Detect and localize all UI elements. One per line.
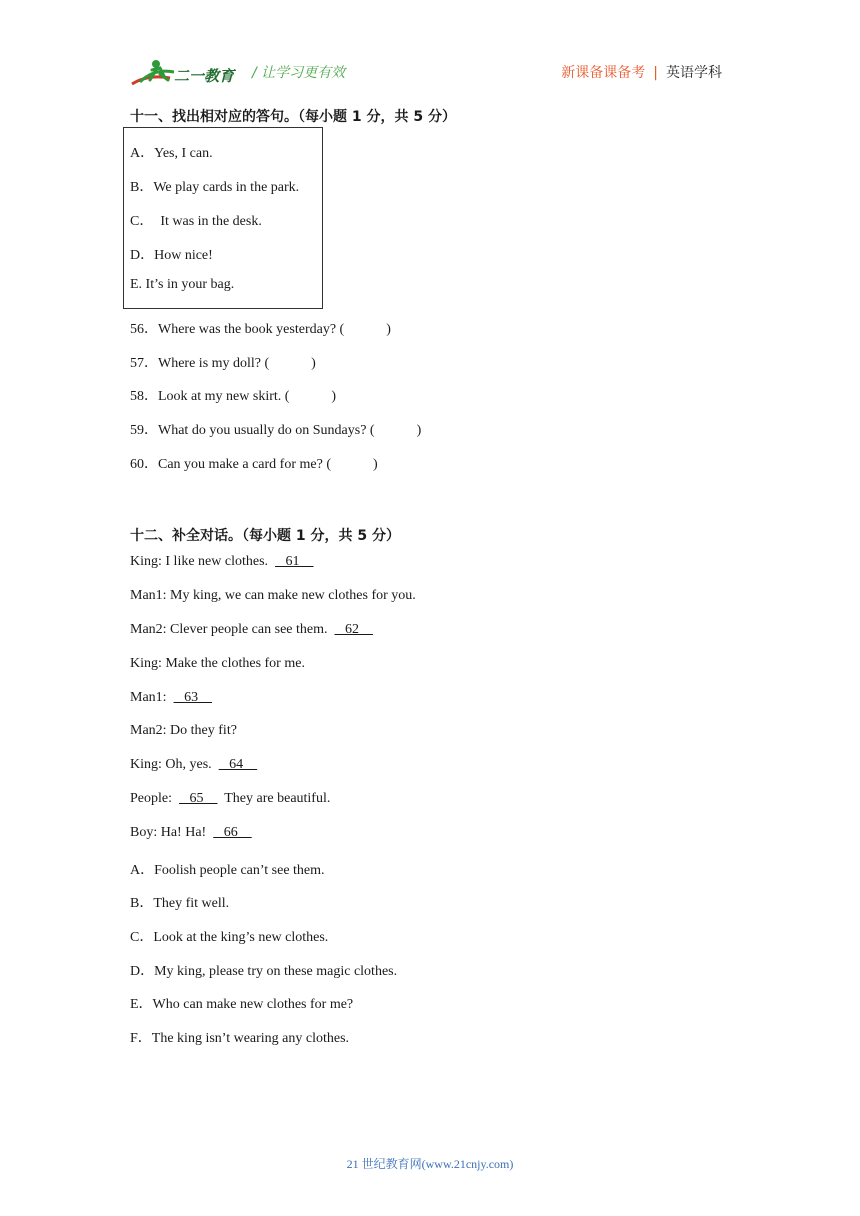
option-d: D．How nice! [130,248,213,263]
dialogue-text: King: I like new clothes. [130,554,276,569]
header-subject-label: 英语学科 [666,65,722,81]
option-b: B．We play cards in the park. [130,180,300,195]
question-60: 60．Can you make a card for me? ( ) [130,457,378,472]
answer-blank-62[interactable]: 62 [334,622,373,637]
option-f: F．The king isn’t wearing any clothes. [130,1031,350,1046]
slogan: / 让学习更有效 [252,65,346,81]
dialogue-line [130,554,314,570]
dialogue-text: Boy: Ha! Ha! [130,825,214,840]
header-subject [561,62,722,82]
header-course-label: 新课备课备考 [561,65,646,81]
answer-blank-64[interactable]: 64 [218,757,258,772]
dialogue-text-after: They are beautiful. [217,791,331,806]
dialogue-line [130,690,212,706]
dialogue-line [130,622,373,638]
dialogue-line: Man2: Do they fit? [130,723,237,738]
section-12-title: 十二、补全对话。（每小题 1 分，共 5 分） [130,528,400,544]
dialogue-line [130,757,257,773]
answer-blank-66[interactable]: 66 [213,825,252,840]
question-56: 56．Where was the book yesterday? ( ) [130,322,391,337]
option-b: B．They fit well. [130,896,230,911]
answer-blank-65[interactable]: 65 [179,791,218,806]
question-58: 58．Look at my new skirt. ( ) [130,389,337,404]
logo-text: 二一教育 [174,67,235,85]
dialogue-text: King: Oh, yes. [130,757,219,772]
footer[interactable]: 21 世纪教育网(www.21cnjy.com) [346,1157,514,1171]
dialogue-text: Man2: Clever people can see them. [130,622,335,637]
option-a: A．Yes, I can. [130,146,213,161]
option-d: D．My king, please try on these magic clothes. [130,964,398,979]
option-e: E．Who can make new clothes for me? [130,997,354,1012]
section-11-title: 十一、找出相对应的答句。（每小题 1 分，共 5 分） [130,109,456,125]
dialogue-line [130,825,252,841]
dialogue-text: Man1: [130,690,174,705]
dialogue-line [130,791,330,807]
option-c: C． It was in the desk. [130,214,262,229]
option-e: E. It’s in your bag. [130,277,235,292]
logo [130,56,242,90]
dialogue-text: People: [130,791,179,806]
header-separator: | [653,65,658,81]
answer-blank-61[interactable]: 61 [275,554,314,569]
question-59: 59．What do you usually do on Sundays? ( ) [130,423,422,438]
question-57: 57．Where is my doll? ( ) [130,356,316,371]
option-a: A．Foolish people can’t see them. [130,863,325,878]
option-c: C．Look at the king’s new clothes. [130,930,329,945]
answer-blank-63[interactable]: 63 [173,690,213,705]
dialogue-line: Man1: My king, we can make new clothes for you. [130,588,416,603]
dialogue-line: King: Make the clothes for me. [130,656,305,671]
